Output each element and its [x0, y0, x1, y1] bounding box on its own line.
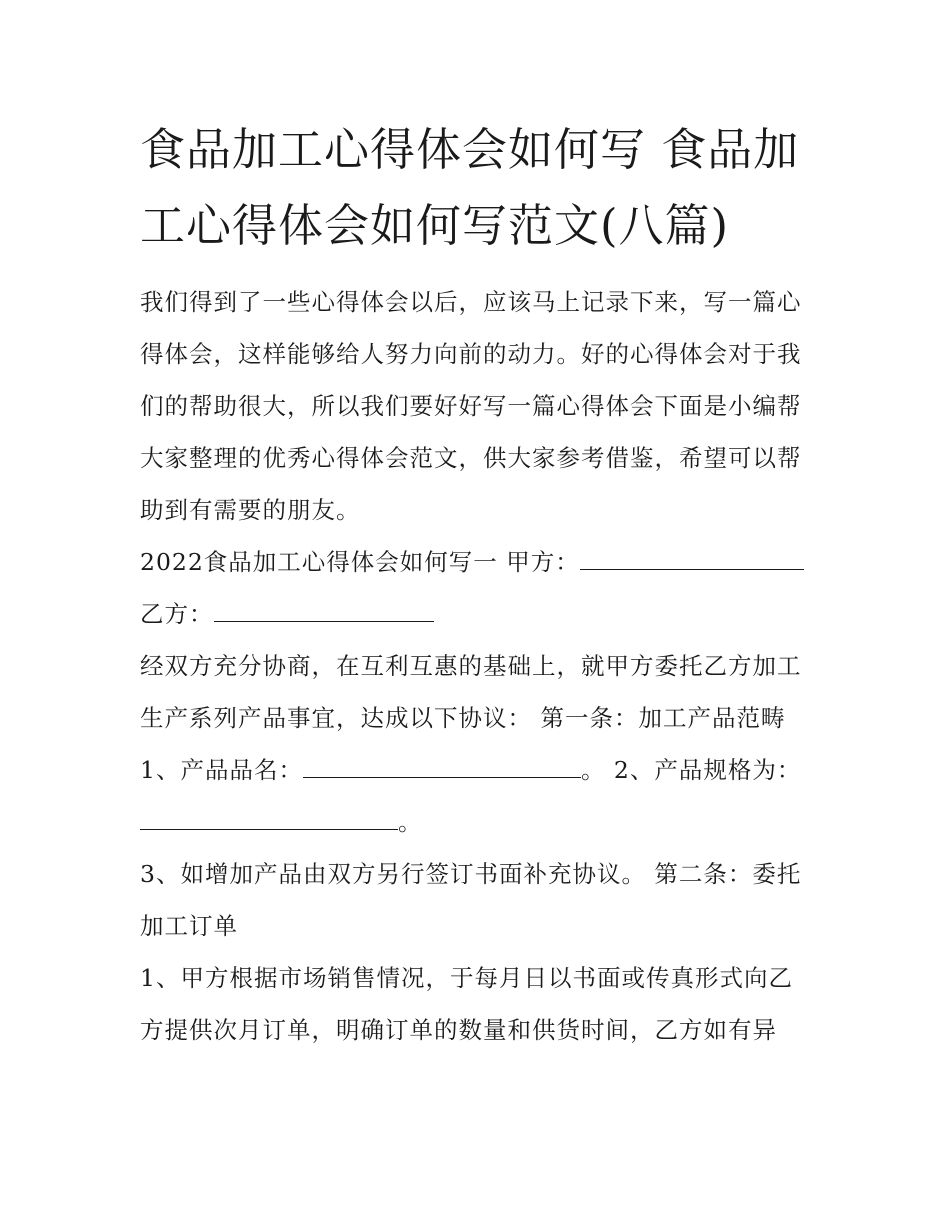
party-a-line — [140, 536, 812, 588]
party-a-blank — [580, 568, 804, 570]
product-spec-period: 。 — [398, 808, 423, 836]
party-a-label: 2022食品加工心得体会如何写一 甲方： — [140, 548, 580, 576]
product-spec-blank — [140, 828, 398, 830]
product-spec-label: 。 2、产品规格为： — [580, 756, 802, 784]
product-spec-line — [140, 796, 812, 848]
agreement-intro-paragraph: 经双方充分协商，在互利互惠的基础上，就甲方委托乙方加工生产系列产品事宜，达成以下协议： 第一条：加工产品范畴 — [140, 652, 802, 732]
party-b-line — [140, 588, 812, 640]
intro-paragraph: 我们得到了一些心得体会以后，应该马上记录下来，写一篇心得体会，这样能够给人努力向前的动力。好的心得体会对于我们的帮助很大，所以我们要好好写一篇心得体会下面是小编帮大家整理的优秀心得体会范文，供大家参考借鉴，希望可以帮助到有需要的朋友。 — [140, 288, 802, 524]
product-name-blank — [303, 776, 581, 778]
document-title: 食品加工心得体会如何写 食品加工心得体会如何写范文(八篇) — [140, 123, 800, 252]
order-clause-1-paragraph: 1、甲方根据市场销售情况，于每月日以书面或传真形式向乙方提供次月订单，明确订单的数量和供货时间，乙方如有异 — [140, 964, 793, 1044]
product-name-label: 1、产品品名： — [140, 756, 303, 784]
party-b-blank — [214, 620, 434, 622]
party-b-label: 乙方： — [140, 600, 214, 628]
document-page — [140, 112, 812, 1056]
product-line — [140, 744, 812, 796]
clause-3-paragraph: 3、如增加产品由双方另行签订书面补充协议。 第二条：委托加工订单 — [140, 860, 802, 940]
